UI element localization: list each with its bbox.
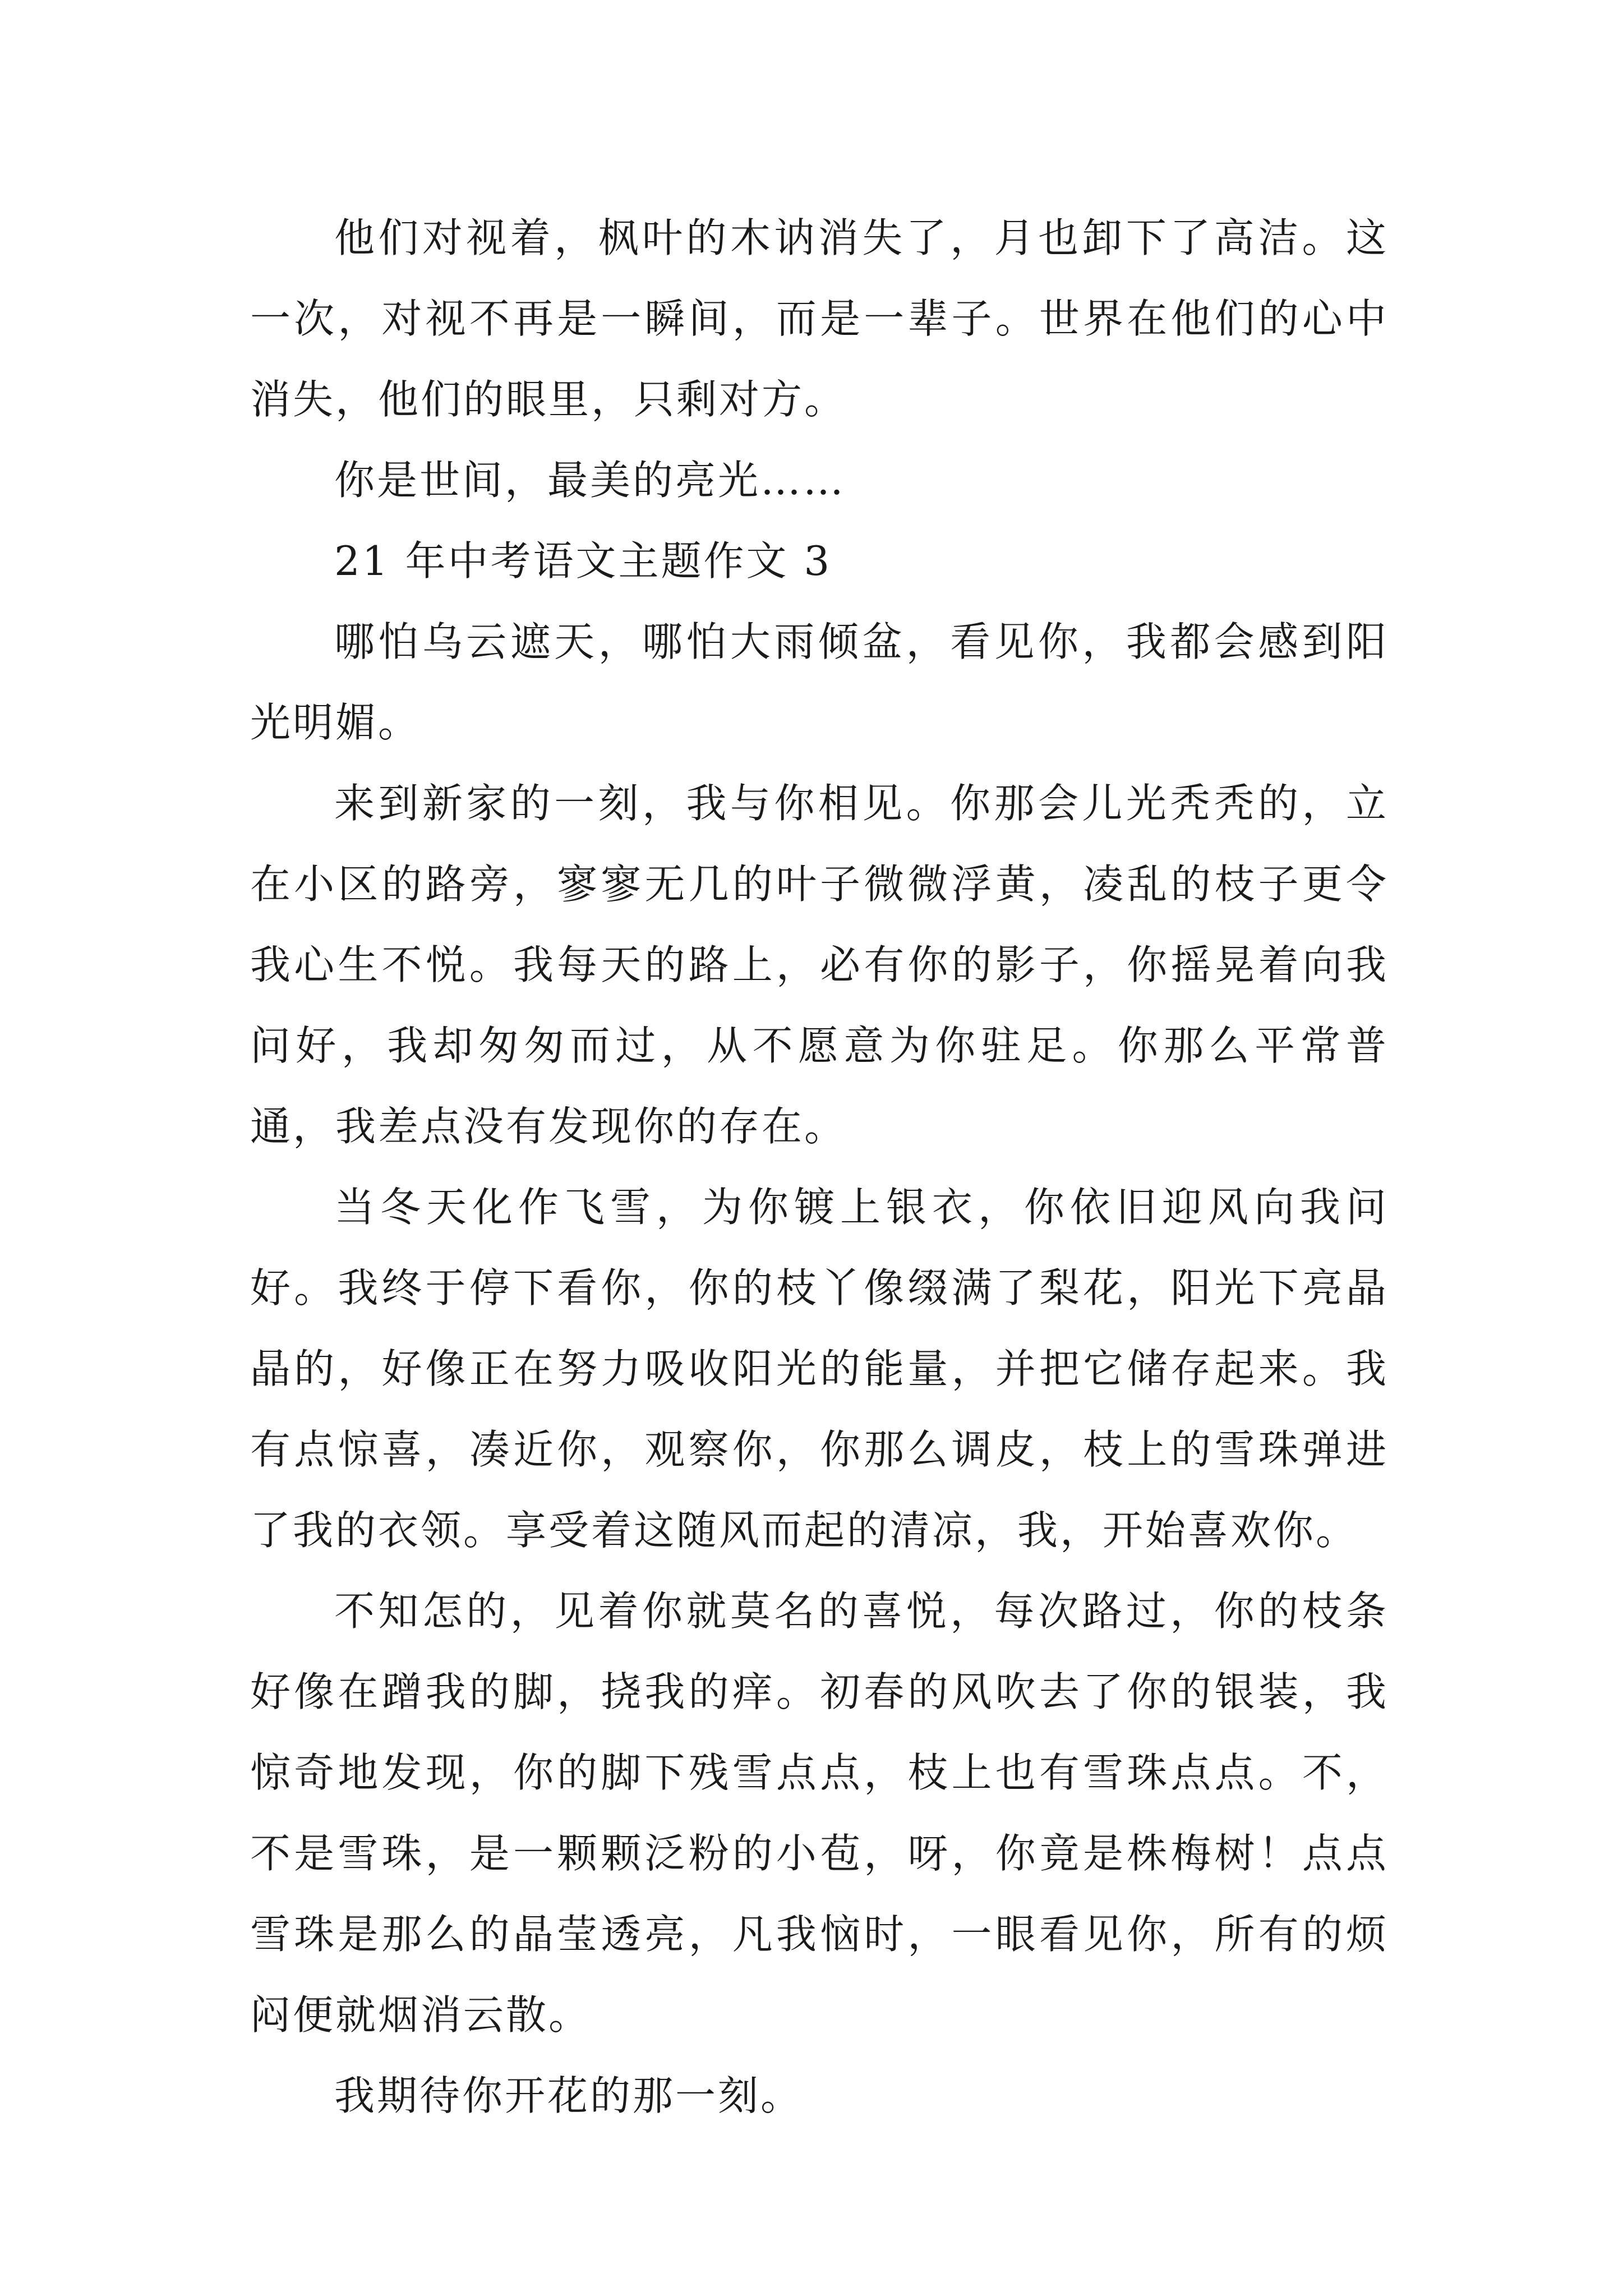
paragraph-6: 不知怎的，见着你就莫名的喜悦，每次路过，你的枝条好像在蹭我的脚，挠我的痒。初春的风吹去了你的银装，我惊奇地发现，你的脚下残雪点点，枝上也有雪珠点点。不，不是雪珠，是一颗颗泛粉的小苞，呀，你竟是株梅树！点点雪珠是那么的晶莹透亮，凡我恼时，一眼看见你，所有的烦闷便就烟消云散。 <box>250 1588 1389 2039</box>
paragraph-4: 来到新家的一刻，我与你相见。你那会儿光秃秃的，立在小区的路旁，寥寥无几的叶子微微浮黄，凌乱的枝子更令我心生不悦。我每天的路上，必有你的影子，你摇晃着向我问好，我却匆匆而过，从不愿意为你驻足。你那么平常普通，我差点没有发现你的存在。 <box>250 780 1389 1150</box>
paragraph-1: 他们对视着，枫叶的木讷消失了，月也卸下了高洁。这一次，对视不再是一瞬间，而是一辈子。世界在他们的心中消失，他们的眼里，只剩对方。 <box>250 214 1389 423</box>
paragraph-7: 我期待你开花的那一刻。 <box>334 2072 804 2119</box>
section-heading: 21 年中考语文主题作文 3 <box>334 537 832 585</box>
paragraph-5: 当冬天化作飞雪，为你镀上银衣，你依旧迎风向我问好。我终于停下看你，你的枝丫像缀满了梨花，阳光下亮晶晶的，好像正在努力吸收阳光的能量，并把它储存起来。我有点惊喜，凑近你，观察你，你那么调皮，枝上的雪珠弹进了我的衣领。享受着这随风而起的清凉，我，开始喜欢你。 <box>250 1184 1389 1554</box>
document-body <box>250 197 1389 2136</box>
paragraph-3: 哪怕乌云遮天，哪怕大雨倾盆，看见你，我都会感到阳光明媚。 <box>250 618 1389 746</box>
paragraph-2: 你是世间，最美的亮光…… <box>334 457 846 504</box>
